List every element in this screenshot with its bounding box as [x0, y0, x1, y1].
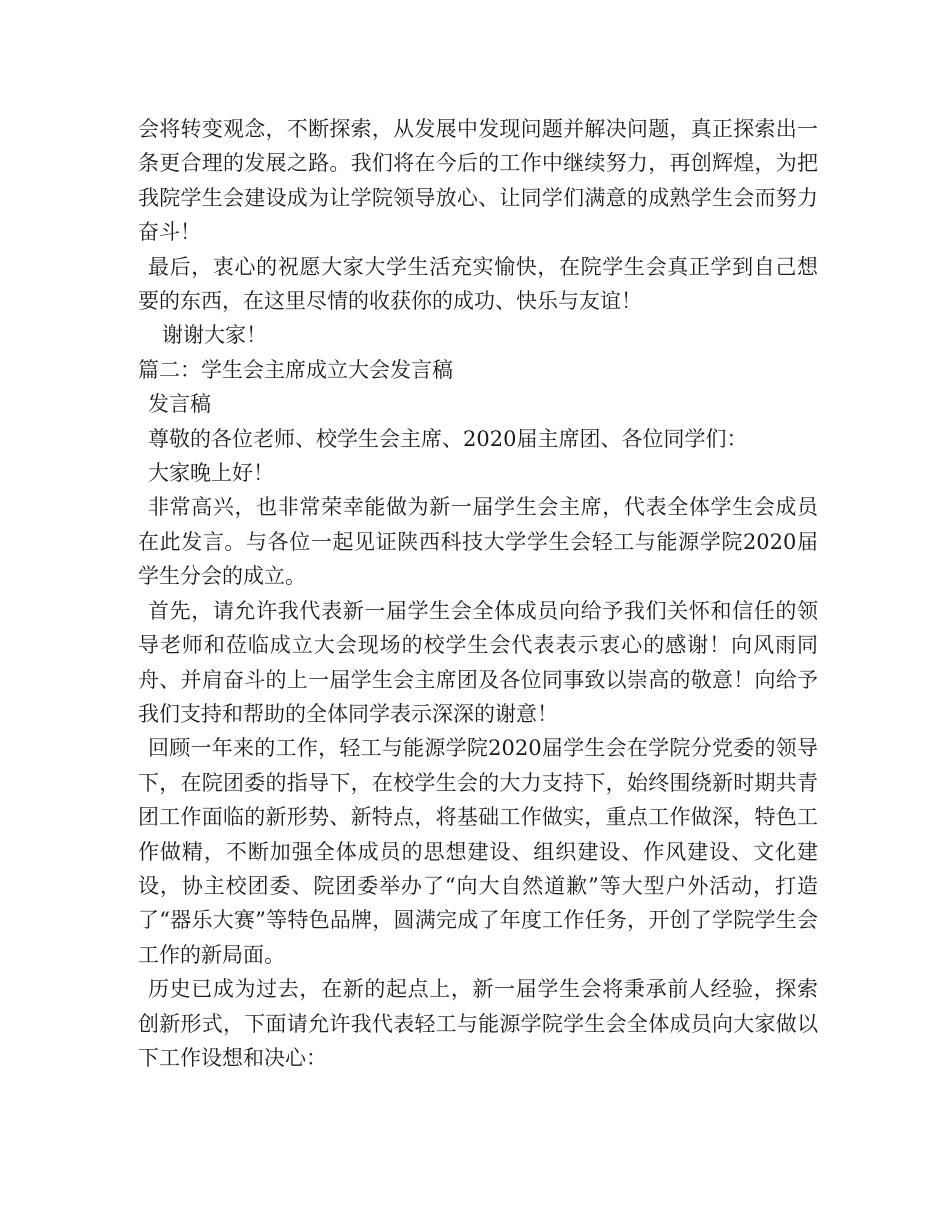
paragraph-greeting: 大家晚上好！: [148, 461, 274, 486]
paragraph-thanks: 谢谢大家！: [162, 323, 267, 348]
paragraph-outlook: 历史已成为过去，在新的起点上，新一届学生会将秉承前人经验，探索创新形式，下面请允许我代表轻工与能源学院学生会全体成员向大家做以下工作设想和决心：: [138, 977, 818, 1070]
paragraph-gratitude: 首先，请允许我代表新一届学生会全体成员向给予我们关怀和信任的领导老师和莅临成立大会现场的校学生会代表表示衷心的感谢！向风雨同舟、并肩奋斗的上一届学生会主席团及各位同事致以崇高的敬意！向给予我们支持和帮助的全体同学表示深深的谢意！: [138, 598, 818, 726]
paragraph-review: 回顾一年来的工作，轻工与能源学院2020届学生会在学院分党委的领导下，在院团委的指导下，在校学生会的大力支持下，始终围绕新时期共青团工作面临的新形势、新特点，将基础工作做实，重点工作做深，特色工作做精，不断加强全体成员的思想建设、组织建设、作风建设、文化建设，协主校团委、院团委举办了“向大自然道歉”等大型户外活动，打造了“器乐大赛”等特色品牌，圆满完成了年度工作任务，开创了学院学生会工作的新局面。: [138, 736, 818, 967]
section-heading: 篇二：学生会主席成立大会发言稿: [138, 357, 453, 382]
document-body: [138, 112, 818, 1075]
paragraph-introduction: 非常高兴，也非常荣幸能做为新一届学生会主席，代表全体学生会成员在此发言。与各位一起见证陕西科技大学学生会轻工与能源学院2020届学生分会的成立。: [138, 495, 818, 589]
paragraph-closing-commitment: 会将转变观念，不断探索，从发展中发现问题并解决问题，真正探索出一条更合理的发展之路。我们将在今后的工作中继续努力，再创辉煌，为把我院学生会建设成为让学院领导放心、让同学们满意的成熟学生会而努力奋斗！: [138, 117, 818, 245]
paragraph-wishes: 最后，衷心的祝愿大家大学生活充实愉快，在院学生会真正学到自己想要的东西，在这里尽情的收获你的成功、快乐与友谊！: [138, 254, 818, 314]
paragraph-salutation: 尊敬的各位老师、校学生会主席、2020届主席团、各位同学们：: [148, 426, 748, 451]
speech-title: 发言稿: [148, 392, 211, 417]
